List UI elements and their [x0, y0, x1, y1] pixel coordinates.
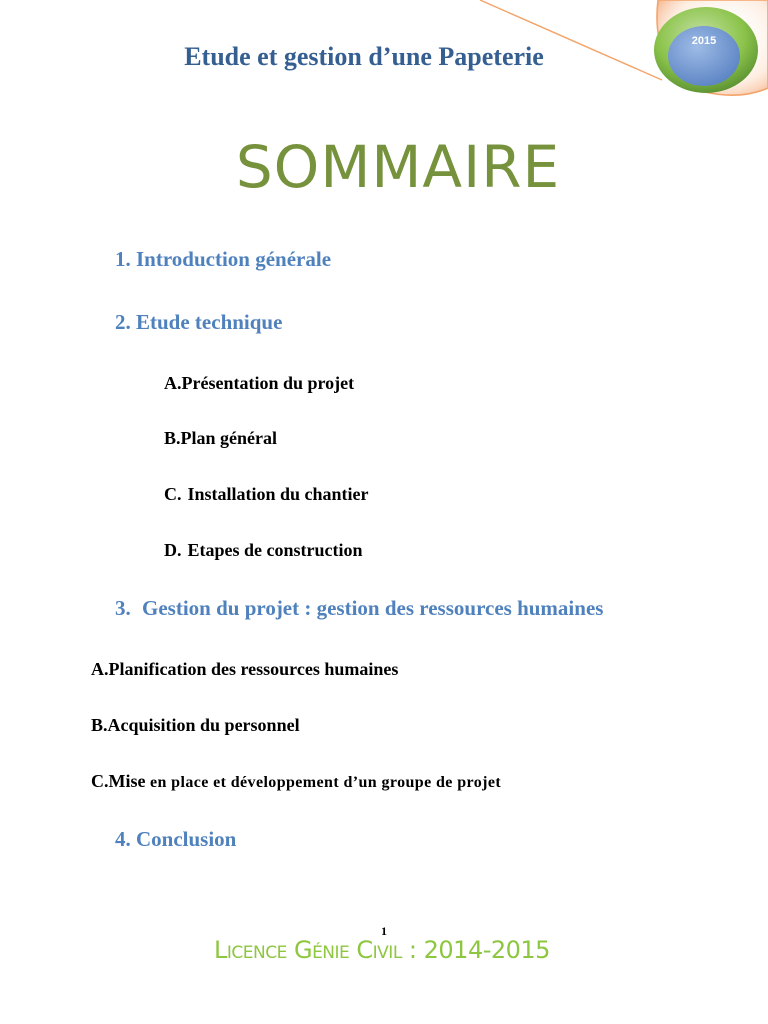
toc-item-label: Conclusion: [136, 827, 237, 851]
toc-item-conclusion[interactable]: [115, 827, 236, 852]
toc-subitem-label-start: Mise: [108, 771, 146, 791]
toc-subitem-letter: B.: [164, 428, 181, 448]
toc-subitem-label: Etapes de construction: [187, 540, 363, 560]
toc-item-number: 4.: [115, 827, 131, 851]
page-number: 1: [381, 924, 387, 938]
toc-item-number: 1.: [115, 247, 131, 271]
toc-subitem-mise-en-place[interactable]: [91, 771, 501, 792]
toc-subitem-letter: C.: [164, 484, 182, 504]
footer-text: Licence Génie Civil : 2014-2015: [214, 936, 550, 964]
toc-item-gestion-projet[interactable]: [115, 596, 603, 621]
toc-subitem-label: Présentation du projet: [181, 373, 355, 393]
toc-subitem-presentation[interactable]: [164, 373, 354, 394]
year-badge: 2015: [691, 35, 717, 47]
toc-subitem-label: Installation du chantier: [187, 484, 369, 504]
toc-subitem-label: Plan général: [180, 428, 278, 448]
toc-subitem-label: Planification des ressources humaines: [108, 659, 399, 679]
header-title: Etude et gestion d’une Papeterie: [184, 42, 544, 71]
toc-item-introduction[interactable]: [115, 247, 331, 272]
toc-item-label: Introduction générale: [136, 247, 332, 271]
toc-subitem-letter: A.: [91, 659, 109, 679]
toc-item-etude-technique[interactable]: [115, 310, 282, 335]
toc-item-number: 2.: [115, 310, 131, 334]
toc-item-label: Gestion du projet : gestion des ressources humaines: [142, 596, 604, 620]
toc-subitem-label: Acquisition du personnel: [107, 715, 300, 735]
toc-subitem-installation[interactable]: [164, 484, 369, 505]
toc-subitem-etapes[interactable]: [164, 540, 363, 561]
toc-subitem-letter: B.: [91, 715, 108, 735]
toc-item-number: 3.: [115, 596, 131, 620]
toc-subitem-letter: A.: [164, 373, 182, 393]
toc-subitem-plan-general[interactable]: [164, 428, 277, 449]
toc-subitem-label-rest: en place et développement d’un groupe de projet: [149, 774, 502, 791]
toc-subitem-acquisition[interactable]: [91, 715, 300, 736]
toc-item-label: Etude technique: [136, 310, 283, 334]
toc-subitem-letter: D.: [164, 540, 182, 560]
toc-subitem-planification[interactable]: [91, 659, 398, 680]
page-title: SOMMAIRE: [235, 133, 561, 201]
toc-subitem-letter: C.: [91, 771, 109, 791]
